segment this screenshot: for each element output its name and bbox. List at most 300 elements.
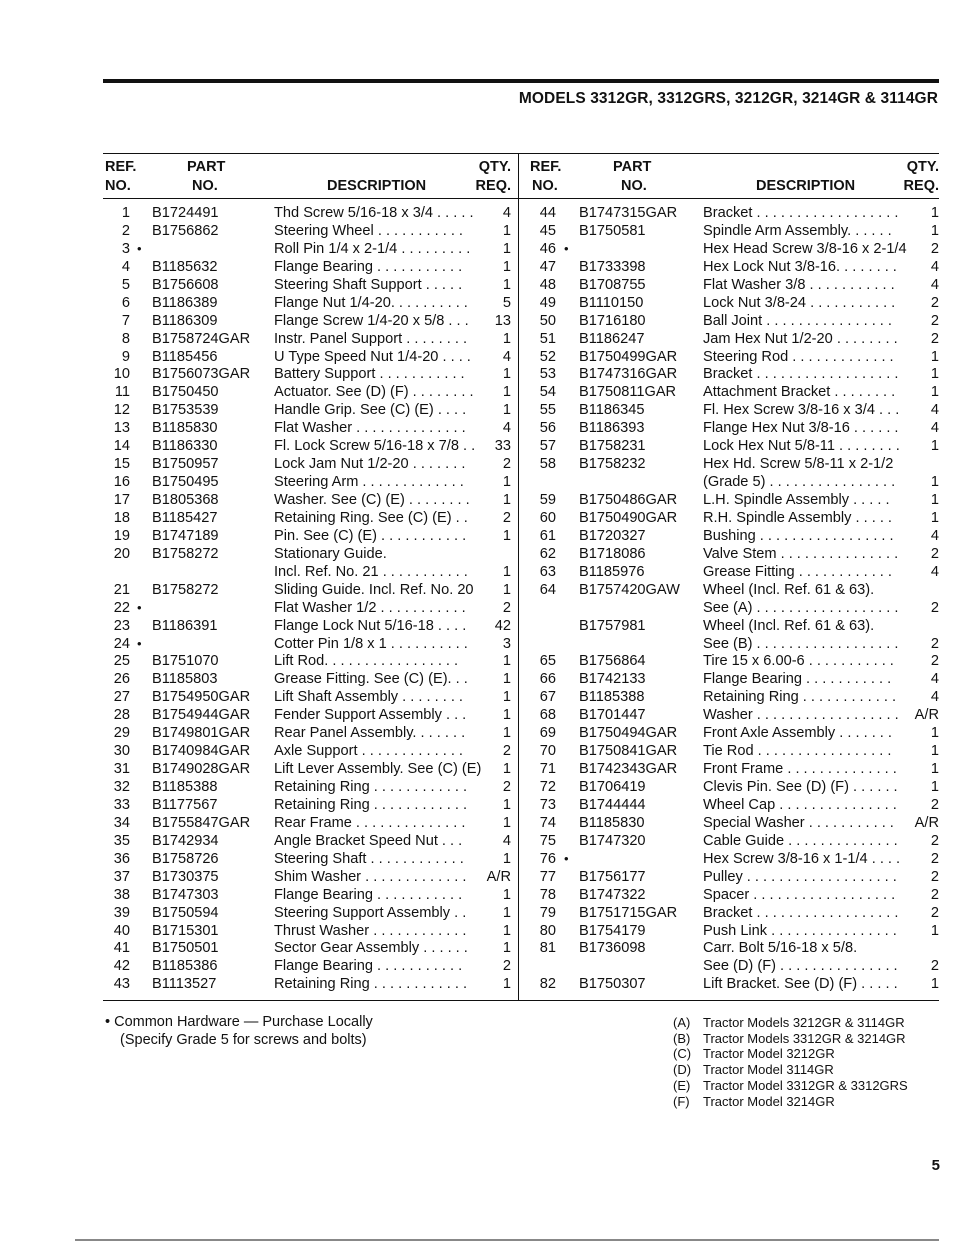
qty-cell: 1: [502, 581, 511, 598]
table-row: [103, 581, 521, 599]
ref-cell: 53: [539, 366, 556, 383]
ref-cell: 46: [539, 240, 556, 257]
table-row: [521, 939, 939, 957]
description-cell: Bushing . . . . . . . . . . . . . . . . .: [703, 527, 894, 544]
description-cell: Steering Shaft Support . . . . .: [274, 276, 463, 293]
part-number-cell: B1747303: [152, 886, 219, 903]
ref-cell: 49: [539, 294, 556, 311]
table-row: [521, 904, 939, 922]
part-number-cell: B1718086: [579, 545, 646, 562]
description-cell: Rear Frame . . . . . . . . . . . . . .: [274, 814, 466, 831]
bullet-cell: •: [564, 240, 569, 256]
description-cell: Attachment Bracket . . . . . . . .: [703, 384, 896, 401]
header-ref-2: NO.: [532, 178, 558, 194]
part-number-cell: B1720327: [579, 527, 646, 544]
qty-cell: 1: [502, 563, 511, 580]
part-number-cell: B1750499GAR: [579, 348, 678, 365]
header-qty-1: QTY.: [478, 159, 511, 175]
ref-cell: 14: [113, 438, 130, 455]
qty-cell: 1: [502, 922, 511, 939]
table-row: [521, 348, 939, 366]
part-number-cell: B1186391: [152, 617, 218, 634]
table-row: [103, 383, 521, 401]
table-header-right: [521, 156, 939, 198]
header-qty-1: QTY.: [906, 159, 939, 175]
table-row: [103, 455, 521, 473]
part-number-cell: B1756864: [579, 653, 646, 670]
description-cell: Bracket . . . . . . . . . . . . . . . . . .: [703, 366, 899, 383]
part-number-cell: B1805368: [152, 492, 219, 508]
ref-cell: 27: [113, 689, 130, 706]
description-cell: Fl. Lock Screw 5/16-18 x 7/8 . .: [274, 438, 476, 455]
part-number-cell: B1185388: [579, 689, 645, 706]
table-row: [521, 886, 939, 904]
description-cell: Push Link . . . . . . . . . . . . . . . .: [703, 922, 897, 939]
qty-cell: 1: [502, 689, 511, 706]
parts-table-right: [521, 156, 939, 993]
header-qty-2: REQ.: [475, 178, 511, 194]
qty-cell: 2: [502, 599, 511, 616]
bullet-cell: •: [137, 599, 142, 615]
description-cell: Grease Fitting . . . . . . . . . . . .: [703, 563, 892, 580]
legend-key: (A): [673, 1015, 691, 1030]
ref-cell: 29: [113, 725, 130, 742]
qty-cell: 1: [502, 886, 511, 903]
bottom-rule: [103, 1000, 939, 1001]
description-cell: Jam Hex Nut 1/2-20 . . . . . . . .: [703, 330, 898, 347]
description-cell: Lock Jam Nut 1/2-20 . . . . . . .: [274, 456, 466, 473]
table-row: [103, 957, 521, 975]
legend-text: Tractor Models 3312GR & 3214GR: [703, 1030, 906, 1046]
ref-cell: 24: [113, 635, 130, 652]
qty-cell: 4: [930, 420, 939, 437]
ref-cell: 25: [113, 653, 130, 670]
description-cell: Spacer . . . . . . . . . . . . . . . . . .: [703, 886, 896, 903]
part-number-cell: B1113527: [152, 976, 217, 993]
description-cell: Flange Nut 1/4-20. . . . . . . . . .: [274, 294, 468, 311]
qty-cell: 1: [502, 707, 511, 724]
ref-cell: 10: [113, 366, 130, 383]
description-cell: Retaining Ring . . . . . . . . . . . .: [274, 796, 468, 813]
qty-cell: 4: [930, 671, 939, 688]
header-part-2: NO.: [192, 178, 218, 194]
description-cell: Tie Rod . . . . . . . . . . . . . . . . .: [703, 743, 892, 760]
table-row: [103, 832, 521, 850]
description-cell: Lock Nut 3/8-24 . . . . . . . . . . .: [703, 294, 896, 311]
table-row: [521, 419, 939, 437]
ref-cell: 15: [113, 456, 130, 473]
bottom-edge-rule: [75, 1239, 939, 1241]
description-cell: Flange Bearing . . . . . . . . . . .: [274, 886, 463, 903]
legend-key: (D): [673, 1062, 692, 1078]
qty-cell: 2: [930, 312, 939, 329]
header-desc: DESCRIPTION: [327, 178, 427, 194]
table-row: [521, 688, 939, 706]
ref-cell: 65: [539, 653, 556, 670]
description-cell: Bracket . . . . . . . . . . . . . . . . . .: [703, 904, 899, 921]
qty-cell: 1: [930, 205, 939, 221]
table-row: [103, 312, 521, 330]
header-part-2: NO.: [621, 178, 647, 194]
part-number-cell: B1186330: [152, 438, 218, 455]
part-number-cell: B1185427: [152, 509, 218, 526]
description-cell: Wheel Cap . . . . . . . . . . . . . . .: [703, 796, 897, 813]
part-number-cell: B1751070: [152, 653, 219, 670]
qty-cell: 1: [502, 330, 511, 347]
description-cell: Hex Screw 3/8-16 x 1-1/4 . . . .: [703, 850, 901, 867]
ref-cell: 68: [539, 707, 556, 724]
qty-cell: 1: [930, 922, 939, 939]
qty-cell: 1: [930, 474, 939, 491]
part-number-cell: B1740984GAR: [152, 743, 251, 760]
table-row: [103, 330, 521, 348]
ref-cell: 7: [121, 312, 130, 329]
description-cell: Handle Grip. See (C) (E) . . . .: [274, 402, 467, 419]
qty-cell: 1: [930, 976, 939, 993]
table-row: [521, 706, 939, 724]
description-cell: Spindle Arm Assembly. . . . . .: [703, 222, 892, 239]
part-number-cell: B1753539: [152, 402, 219, 419]
qty-cell: 2: [930, 868, 939, 885]
description-cell: Fl. Hex Screw 3/8-16 x 3/4 . . .: [703, 402, 900, 419]
table-row: [521, 383, 939, 401]
qty-cell: 2: [930, 653, 939, 670]
ref-cell: 28: [113, 707, 130, 724]
part-number-cell: B1185830: [579, 814, 645, 831]
table-row: [521, 581, 939, 599]
ref-cell: 31: [113, 761, 130, 778]
description-cell: Flange Screw 1/4-20 x 5/8 . . .: [274, 312, 469, 329]
qty-cell: 1: [502, 258, 511, 275]
description-cell: Flange Lock Nut 5/16-18 . . . .: [274, 617, 467, 634]
ref-cell: 50: [539, 312, 556, 329]
qty-cell: 4: [930, 527, 939, 544]
ref-cell: 42: [113, 958, 130, 975]
part-number-cell: B1736098: [579, 940, 646, 957]
footnote-common-hardware: [105, 1013, 373, 1049]
qty-cell: 1: [502, 492, 511, 508]
legend-key: (F): [673, 1093, 690, 1109]
part-number-cell: B1757420GAW: [579, 581, 680, 598]
description-cell: Retaining Ring . . . . . . . . . . . .: [274, 976, 468, 993]
table-row: [103, 939, 521, 957]
qty-cell: 1: [502, 276, 511, 293]
table-header-left: [103, 156, 521, 198]
part-number-cell: B1185976: [579, 563, 645, 580]
part-number-cell: B1750501: [152, 940, 219, 957]
part-number-cell: B1754944GAR: [152, 707, 251, 724]
part-number-cell: B1757981: [579, 617, 646, 634]
table-row: [103, 850, 521, 868]
description-cell: Cable Guide . . . . . . . . . . . . . .: [703, 832, 898, 849]
table-row: [103, 814, 521, 832]
qty-cell: 2: [930, 599, 939, 616]
qty-cell: 2: [502, 958, 511, 975]
part-number-cell: B1758232: [579, 456, 646, 473]
table-row: [521, 473, 939, 491]
table-row: [103, 706, 521, 724]
qty-cell: 1: [502, 904, 511, 921]
qty-cell: 1: [502, 671, 511, 688]
description-cell: Steering Shaft . . . . . . . . . . . .: [274, 850, 464, 867]
part-number-cell: B1758726: [152, 850, 219, 867]
ref-cell: 75: [539, 832, 556, 849]
qty-cell: 2: [930, 294, 939, 311]
part-number-cell: B1758272: [152, 581, 219, 598]
ref-cell: 20: [113, 545, 130, 562]
ref-cell: 8: [121, 330, 130, 347]
part-number-cell: B1747322: [579, 886, 646, 903]
ref-cell: 79: [539, 904, 556, 921]
legend-item: [673, 1015, 908, 1031]
table-row: [103, 904, 521, 922]
part-number-cell: B1755847GAR: [152, 814, 251, 831]
ref-cell: 36: [113, 850, 130, 867]
description-cell: Battery Support . . . . . . . . . . .: [274, 366, 465, 383]
ref-cell: 66: [539, 671, 556, 688]
part-number-cell: B1758231: [579, 438, 646, 455]
description-cell: Sliding Guide. Incl. Ref. No. 20: [274, 581, 474, 598]
description-cell: See (D) (F) . . . . . . . . . . . . . . .: [703, 958, 898, 975]
qty-cell: 2: [930, 832, 939, 849]
ref-cell: 3: [121, 240, 130, 257]
part-number-cell: B1185386: [152, 958, 218, 975]
table-row: [521, 814, 939, 832]
part-number-cell: B1747316GAR: [579, 366, 678, 383]
part-number-cell: B1747320: [579, 832, 646, 849]
qty-cell: 1: [502, 527, 511, 544]
table-row: [103, 365, 521, 383]
legend-item: [673, 1078, 908, 1094]
part-number-cell: B1185830: [152, 420, 218, 437]
description-cell: Steering Arm . . . . . . . . . . . . .: [274, 474, 464, 491]
ref-cell: 44: [539, 205, 556, 221]
part-number-cell: B1186345: [579, 402, 645, 419]
header-ref-1: REF.: [530, 159, 562, 175]
table-row: [103, 563, 521, 581]
table-row: [521, 276, 939, 294]
part-number-cell: B1185803: [152, 671, 218, 688]
ref-cell: 39: [113, 904, 130, 921]
table-row: [521, 509, 939, 527]
qty-cell: 1: [502, 976, 511, 993]
part-number-cell: B1177567: [152, 796, 218, 813]
table-row: [521, 922, 939, 940]
table-row: [521, 652, 939, 670]
description-cell: Flange Bearing . . . . . . . . . . .: [703, 671, 892, 688]
ref-cell: 72: [539, 779, 556, 795]
description-cell: Clevis Pin. See (D) (F) . . . . . .: [703, 779, 898, 795]
bullet-cell: •: [137, 240, 142, 256]
header-desc: DESCRIPTION: [756, 178, 856, 194]
part-number-cell: B1706419: [579, 779, 646, 795]
description-cell: Actuator. See (D) (F) . . . . . . . .: [274, 384, 474, 401]
description-cell: (Grade 5) . . . . . . . . . . . . . . . .: [703, 474, 896, 491]
part-number-cell: B1186247: [579, 330, 645, 347]
description-cell: Wheel (Incl. Ref. 61 & 63).: [703, 617, 875, 634]
table-row: [103, 868, 521, 886]
table-row: [103, 491, 521, 509]
qty-cell: 1: [930, 725, 939, 742]
part-number-cell: B1751715GAR: [579, 904, 678, 921]
ref-cell: 37: [113, 868, 130, 885]
qty-cell: 4: [930, 258, 939, 275]
part-number-cell: B1750490GAR: [579, 509, 678, 526]
part-number-cell: B1742934: [152, 832, 219, 849]
ref-cell: 74: [539, 814, 556, 831]
ref-cell: 69: [539, 725, 556, 742]
qty-cell: 33: [494, 438, 511, 455]
ref-cell: 12: [113, 402, 130, 419]
qty-cell: 4: [502, 832, 511, 849]
part-number-cell: B1750841GAR: [579, 743, 678, 760]
table-row: [521, 635, 939, 653]
ref-cell: 55: [539, 402, 556, 419]
qty-cell: 2: [502, 509, 511, 526]
part-number-cell: B1715301: [152, 922, 219, 939]
table-row: [103, 419, 521, 437]
table-row: [521, 742, 939, 760]
parts-table-left: [103, 156, 521, 993]
table-row: [103, 473, 521, 491]
description-cell: Angle Bracket Speed Nut . . .: [274, 832, 463, 849]
qty-cell: 1: [502, 222, 511, 239]
description-cell: Washer . . . . . . . . . . . . . . . . . .: [703, 707, 899, 724]
legend-key: (B): [673, 1030, 691, 1046]
bullet-cell: •: [137, 635, 142, 651]
header-underline-left: [103, 198, 521, 199]
ref-cell: 70: [539, 743, 556, 760]
qty-cell: 4: [930, 402, 939, 419]
ref-cell: 76: [539, 850, 556, 867]
qty-cell: 4: [930, 276, 939, 293]
part-number-cell: B1756608: [152, 276, 219, 293]
ref-cell: 34: [113, 814, 130, 831]
table-row: [103, 617, 521, 635]
ref-cell: 23: [113, 617, 130, 634]
header-ref-2: NO.: [105, 178, 131, 194]
qty-cell: 1: [502, 653, 511, 670]
description-cell: Stationary Guide.: [274, 545, 387, 562]
table-row: [103, 760, 521, 778]
ref-cell: 61: [539, 527, 556, 544]
description-cell: Pin. See (C) (E) . . . . . . . . . . .: [274, 527, 467, 544]
ref-cell: 51: [539, 330, 556, 347]
part-number-cell: B1758724GAR: [152, 330, 251, 347]
ref-cell: 71: [539, 761, 556, 778]
legend-text: Tractor Model 3214GR: [703, 1093, 835, 1109]
ref-cell: 30: [113, 743, 130, 760]
qty-cell: 1: [502, 796, 511, 813]
header-ref-1: REF.: [105, 159, 137, 175]
ref-cell: 62: [539, 545, 556, 562]
description-cell: Lift Bracket. See (D) (F) . . . . .: [703, 976, 898, 993]
part-number-cell: B1742343GAR: [579, 761, 678, 778]
legend-item: [673, 1031, 908, 1047]
qty-cell: 1: [502, 725, 511, 742]
ref-cell: 63: [539, 563, 556, 580]
ref-cell: 32: [113, 779, 130, 795]
header-part-1: PART: [613, 159, 652, 175]
table-row: [103, 635, 521, 653]
qty-cell: 13: [494, 312, 511, 329]
qty-cell: 1: [930, 509, 939, 526]
part-number-cell: B1733398: [579, 258, 646, 275]
description-cell: Flange Hex Nut 3/8-16 . . . . . .: [703, 420, 899, 437]
qty-cell: 1: [502, 761, 511, 778]
qty-cell: 1: [502, 940, 511, 957]
ref-cell: 77: [539, 868, 556, 885]
table-row: [103, 922, 521, 940]
description-cell: Front Axle Assembly . . . . . . .: [703, 725, 892, 742]
table-row: [521, 778, 939, 796]
part-number-cell: B1758272: [152, 545, 219, 562]
part-number-cell: B1750957: [152, 456, 219, 473]
description-cell: Special Washer . . . . . . . . . . .: [703, 814, 894, 831]
description-cell: U Type Speed Nut 1/4-20 . . . .: [274, 348, 471, 365]
description-cell: Rear Panel Assembly. . . . . . .: [274, 725, 466, 742]
description-cell: Flange Bearing . . . . . . . . . . .: [274, 258, 463, 275]
part-number-cell: B1742133: [579, 671, 646, 688]
part-number-cell: B1185388: [152, 779, 218, 795]
part-number-cell: B1701447: [579, 707, 646, 724]
part-number-cell: B1186309: [152, 312, 218, 329]
ref-cell: 22: [113, 599, 130, 616]
part-number-cell: B1750495: [152, 474, 219, 491]
table-row: [103, 545, 521, 563]
description-cell: Front Frame . . . . . . . . . . . . . .: [703, 761, 897, 778]
qty-cell: 2: [930, 240, 939, 257]
table-row: [521, 437, 939, 455]
part-number-cell: B1756862: [152, 222, 219, 239]
table-row: [521, 670, 939, 688]
legend-item: [673, 1094, 908, 1110]
table-row: [103, 294, 521, 312]
table-row: [521, 975, 939, 993]
description-cell: Retaining Ring. See (C) (E) . .: [274, 509, 468, 526]
description-cell: Flat Washer 1/2 . . . . . . . . . . .: [274, 599, 466, 616]
table-row: [521, 491, 939, 509]
part-number-cell: B1750581: [579, 222, 646, 239]
table-row: [103, 348, 521, 366]
qty-cell: 1: [930, 743, 939, 760]
table-row: [103, 509, 521, 527]
part-number-cell: B1754950GAR: [152, 689, 251, 706]
part-number-cell: B1185632: [152, 258, 218, 275]
qty-cell: 3: [502, 635, 511, 652]
qty-cell: 1: [502, 402, 511, 419]
table-row: [103, 886, 521, 904]
table-row: [521, 617, 939, 635]
ref-cell: 80: [539, 922, 556, 939]
ref-cell: 9: [121, 348, 130, 365]
table-row: [521, 796, 939, 814]
qty-cell: 2: [930, 958, 939, 975]
qty-cell: 1: [502, 240, 511, 257]
description-cell: Lock Hex Nut 5/8-11 . . . . . . . .: [703, 438, 900, 455]
ref-cell: 67: [539, 689, 556, 706]
table-row: [103, 742, 521, 760]
part-number-cell: B1750486GAR: [579, 492, 678, 508]
ref-cell: 47: [539, 258, 556, 275]
qty-cell: A/R: [914, 814, 939, 831]
ref-cell: 56: [539, 420, 556, 437]
part-number-cell: B1110150: [579, 294, 644, 311]
description-cell: Steering Wheel . . . . . . . . . . .: [274, 222, 463, 239]
part-number-cell: B1186393: [579, 420, 645, 437]
description-cell: Hex Lock Nut 3/8-16. . . . . . . .: [703, 258, 897, 275]
ref-cell: 17: [113, 492, 130, 508]
